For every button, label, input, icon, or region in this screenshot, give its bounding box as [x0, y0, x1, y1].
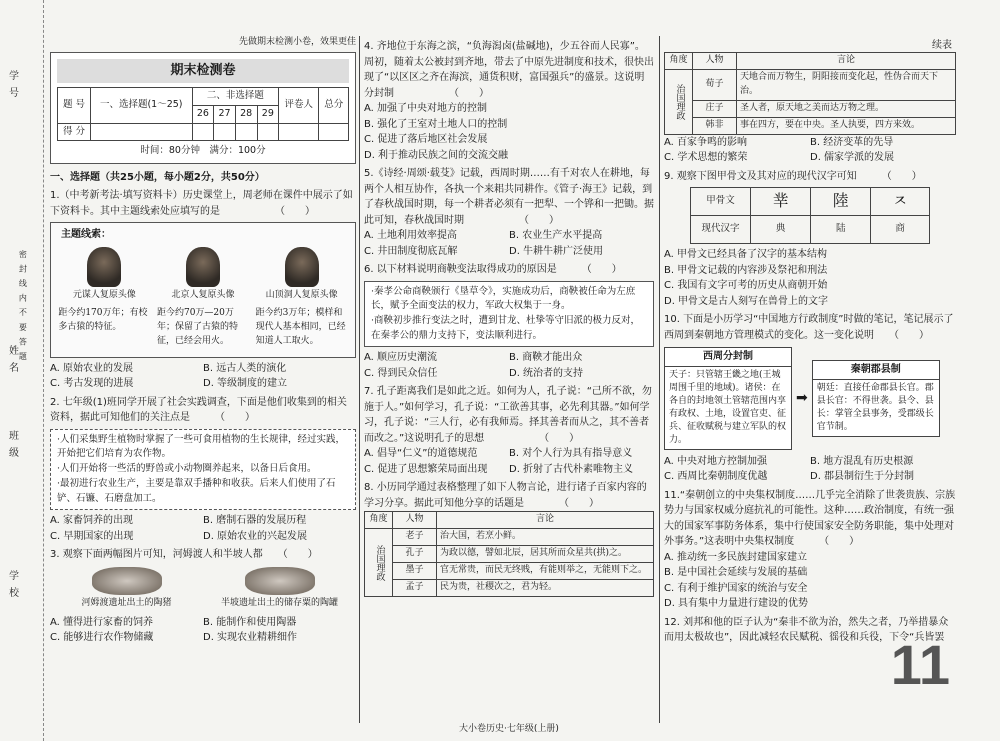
column-middle: [364, 36, 654, 727]
option-b[interactable]: B. 是中国社会延续与发展的基础: [664, 567, 808, 579]
table-quote: 为政以德，譬如北辰，居其所而众星共(拱)之。: [437, 546, 654, 563]
question-text: 7. 孔子距离我们是如此之近。如何为人，孔子说：“己所不欲，勿施于人。”如何学习，孔子说：“工欲善其事，必先利其器。”如何学习，孔子说：“三人行，必有我师焉。择其善者而从之，其不善者而改之。”这说明孔子的思想 （ ）: [364, 386, 652, 444]
option-a[interactable]: A. 百家争鸣的影响: [664, 136, 748, 148]
column-divider: [659, 36, 660, 723]
question-text: 3. 观察下面两幅图片可知，河姆渡人和半坡人都 （ ）: [50, 549, 318, 561]
question-text: 1.（中考新考法·填写资料卡）历史课堂上，周老师在课件中展示了如下资料卡。其中主题线索处应填写的是 （ ）: [50, 190, 353, 217]
option-c[interactable]: C. 有利于维护国家的统治与安全: [664, 582, 808, 594]
skull-image: [186, 247, 220, 287]
table-person: 孟子: [393, 580, 437, 597]
option-d[interactable]: D. 折射了古代朴素唯物主义: [509, 463, 634, 475]
page-number: 11: [890, 633, 950, 697]
option-c[interactable]: C. 促进了落后地区社会发展: [364, 134, 488, 145]
option-a[interactable]: A. 顺应历史潮流: [364, 352, 438, 364]
data-card: [50, 222, 356, 357]
column-left: [50, 36, 356, 727]
option-a[interactable]: A. 懂得进行家畜的饲养: [50, 616, 154, 628]
option-d[interactable]: D. 儒家学派的发展: [810, 152, 895, 164]
head-shandingdong: [258, 247, 346, 303]
option-c[interactable]: C. 早期国家的出现: [50, 530, 134, 542]
question-text: 6. 以下材料说明商鞅变法取得成功的原因是 （ ）: [364, 264, 622, 275]
question-11: [664, 488, 956, 612]
score-label-qnum: 题 号: [58, 88, 91, 123]
column-divider: [359, 36, 360, 723]
note-line: ·秦孝公命商鞅颁行《垦草令》，实施成功后，商鞅被任命为左庶长，赋予全面变法的权力，军政大权集于一身。: [371, 285, 636, 312]
option-d[interactable]: D. 牛耕牛耕广泛使用: [509, 245, 604, 257]
pottery-caption: 半坡遗址出土的储存粟的陶罐: [220, 597, 338, 608]
question-8: [364, 480, 654, 597]
question-5: [364, 166, 654, 259]
score-cell[interactable]: [257, 123, 279, 141]
skull-image: [285, 247, 319, 287]
options: [364, 228, 654, 259]
head-desc: 距今约170万年；有校多古猿的特征。: [58, 307, 148, 332]
options: [364, 350, 654, 381]
box-title: 西周分封制: [665, 348, 791, 367]
question-7: [364, 384, 654, 477]
option-c[interactable]: C. 学术思想的繁荣: [664, 152, 748, 164]
note-line: ·商鞅初步推行变法之时，遭到甘龙、杜挚等守旧派的极力反对，在秦孝公的鼎力支持下，变法顺利进行。: [371, 314, 641, 341]
table-person: 荀子: [693, 69, 737, 100]
oracle-glyph: 陸: [811, 188, 871, 216]
continued-label: 续表: [932, 40, 952, 51]
option-c[interactable]: C. 西周比秦朝制度优越: [664, 471, 768, 483]
score-header: [50, 52, 356, 164]
option-b[interactable]: B. 甲骨文记载的内容涉及祭祀和刑法: [664, 264, 828, 276]
option-a[interactable]: A. 甲骨文已经具备了汉字的基本结构: [664, 249, 828, 261]
oracle-table: [690, 187, 930, 244]
score-cell[interactable]: [192, 123, 214, 141]
pottery-caption: 河姆渡遗址出土的陶猪: [81, 597, 172, 608]
option-d[interactable]: D. 具有集中力量进行建设的优势: [664, 598, 809, 610]
question-text: 2. 七年级(1)班同学开展了社会实践调查，下面是他们收集到的相关资料，据此可知他们的关注点是 （ ）: [50, 396, 347, 424]
question-6: [364, 262, 654, 381]
oracle-row-label: 甲骨文: [691, 188, 751, 216]
question-9: [664, 169, 956, 310]
label-seal: 密 封 线 内 不 要 答 题: [18, 250, 28, 362]
option-c[interactable]: C. 促进了思想繁荣局面出现: [364, 463, 488, 475]
option-b[interactable]: B. 磨制石器的发展历程: [203, 515, 307, 527]
note-line: ·最初进行农业生产，主要是靠双手播种和收获。后来人们使用了石铲、石镰、石磨盘加工。: [57, 477, 336, 504]
box-body: 朝廷：直接任命郡县长官。郡县长官：不得世袭。县令、县长：掌管全县事务，受郡级长官节制。: [816, 382, 934, 432]
option-a[interactable]: A. 倡导“仁义”的道德规范: [364, 448, 478, 460]
options: [50, 513, 356, 544]
card-title: 主题线索：: [61, 229, 111, 241]
option-b[interactable]: B. 强化了王室对土地人口的控制: [364, 118, 508, 130]
option-b[interactable]: B. 经济变革的先导: [810, 136, 894, 148]
modern-char: 商: [871, 216, 930, 244]
option-a[interactable]: A. 土地利用效率提高: [364, 230, 458, 241]
head-caption: 北京人复原头像: [171, 289, 235, 300]
option-b[interactable]: B. 地方混乱有历史根源: [810, 455, 914, 467]
table-header: 言论: [437, 512, 654, 529]
arrow-right-icon: ➡: [796, 389, 808, 406]
table-header: 角度: [665, 53, 693, 70]
thinker-table: [364, 511, 654, 597]
score-num: 26: [192, 105, 214, 123]
skull-image: [87, 247, 121, 287]
table-person: 老子: [393, 529, 437, 546]
table-quote: 官无常贵，而民无终贱，有能则举之，无能则下之。: [437, 563, 654, 580]
score-label-sec2: 二、非选择题: [192, 88, 279, 106]
table-person: 韩非: [693, 117, 737, 134]
table-quote: 民为贵，社稷次之，君为轻。: [437, 580, 654, 597]
modern-char: 陆: [811, 216, 871, 244]
box-title: 秦朝郡县制: [813, 361, 939, 380]
question-text: 12. 刘邦和他的臣子认为“秦非不欲为治，然失之者，乃举措暴众而用太极故也”，因此减轻农民赋税、徭役和兵役，下令“兵皆罢: [664, 616, 949, 644]
oracle-glyph: 丵: [751, 188, 811, 216]
options: [50, 615, 356, 646]
option-d[interactable]: D. 利于推动民族之间的交流交融: [364, 149, 509, 161]
option-c[interactable]: C. 考古发现的进展: [50, 378, 134, 390]
options: [664, 135, 956, 166]
option-d[interactable]: D. 原始农业的兴起发展: [203, 530, 308, 542]
note-line: ·人们采集野生植物时掌握了一些可食用植物的生长规律，经过实践，开始把它们培育为农作物。: [57, 433, 346, 460]
exam-title: 期末检测卷: [57, 59, 349, 83]
option-b[interactable]: B. 农业生产水平提高: [509, 230, 603, 241]
score-cell[interactable]: [214, 123, 236, 141]
table-quote: 治大国，若烹小鲜。: [437, 529, 654, 546]
question-text: 5.《诗经·周颂·载芟》记载，西周时期……有千对农人在耕地，每两个人相互协作，各执一个来耜共同耕作。《管子·海王》记载，到了春秋战国时期，每一个耕者必须有一把犁、一个铧和一把锄。据此可知，春秋战国时期 （ ）: [364, 168, 654, 226]
question-text: 4. 齐地位于东海之滨，“负海潟卤(盐碱地)，少五谷而人民寡”。周初，随着太公被封到齐地，带去了中原先进制度和技术，很快出现了“以区区之齐在海滨，通货积财，富国强兵”的盛景。这说明分封制 （ ）: [364, 41, 654, 99]
head-desc: 距今约70万—20万年；保留了古猿的特征，已经会用火。: [156, 307, 238, 346]
score-num: 27: [214, 105, 236, 123]
question-2: [50, 395, 356, 545]
option-c[interactable]: C. 井田制度彻底瓦解: [364, 245, 458, 257]
head-caption: 元谋人复原头像: [72, 289, 136, 300]
question-4: [364, 39, 654, 163]
thinker-table-cont: [664, 52, 956, 135]
option-d[interactable]: D. 统治者的支持: [509, 367, 584, 379]
table-quote: 事在四方，要在中央。圣人执要，四方来效。: [737, 117, 956, 134]
options: [664, 454, 956, 485]
section-heading: 一、选择题（共25小题，每小题2分，共50分）: [50, 171, 265, 183]
table-person: 孔子: [393, 546, 437, 563]
option-d[interactable]: D. 甲骨文是古人刻写在兽骨上的文字: [664, 295, 829, 307]
head-desc: 距今约3万年；模样和现代人基本相同，已经知道人工取火。: [255, 307, 346, 346]
table-person: 墨子: [393, 563, 437, 580]
score-num: 28: [235, 105, 257, 123]
notes-flow: [664, 347, 956, 450]
option-c[interactable]: C. 得到民众信任: [364, 367, 438, 379]
option-a[interactable]: A. 中央对地方控制加强: [664, 455, 768, 467]
option-a[interactable]: A. 推动统一多民族封建国家建立: [664, 551, 808, 563]
pottery-image: [92, 567, 162, 595]
table-header: 角度: [365, 512, 393, 529]
score-label-grader: 评卷人: [279, 88, 319, 123]
box-junxian: [812, 360, 940, 437]
box-body: 天子：只管辖王畿之地(王城周围千里的地域)。诸侯：在各自的封地领土管辖范围内享有政权、土地，设置官吏、征兵、征收赋税与建立军队的权力。: [669, 369, 787, 445]
table-header: 人物: [693, 53, 737, 70]
label-name: 姓 名: [6, 345, 18, 375]
options: [364, 446, 654, 477]
handwritten-notes: [50, 429, 356, 511]
option-d[interactable]: D. 郡县制衍生于分封制: [810, 471, 915, 483]
score-cell[interactable]: [90, 123, 192, 141]
score-cell[interactable]: [235, 123, 257, 141]
option-b[interactable]: B. 远古人类的演化: [203, 362, 287, 374]
modern-char: 典: [751, 216, 811, 244]
table-person: 庄子: [693, 100, 737, 117]
table-header: 言论: [737, 53, 956, 70]
option-b[interactable]: B. 能制作和使用陶器: [203, 616, 297, 628]
option-a[interactable]: A. 家畜饲养的出现: [50, 515, 134, 527]
table-header: 人物: [393, 512, 437, 529]
question-text: 10. 下面是小历学习“中国地方行政制度”时做的笔记，笔记展示了西周到秦朝地方管理模式的变化。这一变化说明 （ ）: [664, 314, 954, 341]
option-c[interactable]: C. 我国有文字可考的历史从商朝开始: [664, 280, 828, 292]
question-text: 8. 小历同学通过表格整理了如下人物言论，进行诸子百家内容的学习分享。据此可知他分享的话题是 （ ）: [364, 482, 647, 509]
pottery-jar: [211, 567, 349, 611]
options: [50, 361, 356, 392]
exam-time: 时间：80分钟 满分：100分: [140, 145, 266, 157]
label-school: 学 校: [6, 570, 18, 600]
question-text: 9. 观察下图甲骨文及其对应的现代汉字可知 （ ）: [664, 170, 922, 182]
oracle-glyph: ㅈ: [871, 188, 930, 216]
handwritten-notes: [364, 281, 654, 348]
question-3: [50, 547, 356, 645]
option-b[interactable]: B. 对个人行为具有指导意义: [509, 448, 633, 460]
note-line: ·人们开始将一些活的野兽或小动物圈养起来，以备日后食用。: [57, 463, 317, 475]
option-d[interactable]: D. 等级制度的建立: [203, 378, 288, 390]
option-d[interactable]: D. 实现农业精耕细作: [203, 632, 298, 644]
option-c[interactable]: C. 能够进行农作物储藏: [50, 632, 154, 644]
header-tip: 先做期末检测小卷，效果更佳: [238, 37, 356, 47]
question-text: 11.“秦朝创立的中央集权制度……几乎完全消除了世袭贵族、宗族势力与国家权威分庭抗礼的可能性。这种……政治制度，有统一强大的国家军事防务体系，集中行使国家安全防务职能，集中处理对外事务。”这表明中央集权制度 （ ）: [664, 489, 956, 548]
question-1: [50, 188, 356, 391]
head-beijing: [159, 247, 247, 303]
table-category: 治国理政: [365, 529, 393, 597]
score-cell[interactable]: [279, 123, 319, 141]
option-a[interactable]: A. 加强了中央对地方的控制: [364, 103, 488, 114]
page-footer: 大小卷历史·七年级(上册): [459, 724, 559, 735]
table-quote: 天地合而万物生，阴阳接而变化起，性伪合而天下治。: [737, 69, 956, 100]
score-num: 29: [257, 105, 279, 123]
head-yuanmou: [60, 247, 148, 303]
binding-strip: [0, 0, 44, 741]
pottery-image: [245, 567, 315, 595]
table-quote: 圣人者，原天地之美而达万物之理。: [737, 100, 956, 117]
table-category: 治国理政: [665, 69, 693, 134]
label-class: 班 级: [6, 430, 18, 460]
score-table: [57, 87, 349, 141]
label-student-no: 学 号: [6, 70, 18, 100]
option-a[interactable]: A. 原始农业的发展: [50, 362, 134, 374]
modern-row-label: 现代汉字: [691, 216, 751, 244]
question-10: [664, 312, 956, 485]
option-b[interactable]: B. 商鞅才能出众: [509, 352, 583, 364]
score-cell[interactable]: [319, 123, 349, 141]
score-label-total: 总分: [319, 88, 349, 123]
pottery-pig: [58, 567, 196, 611]
box-fenfeng: [664, 347, 792, 450]
score-label-sec1: 一、选择题(1～25): [90, 88, 192, 123]
head-caption: 山顶洞人复原头像: [265, 289, 338, 300]
score-label-score: 得 分: [58, 123, 91, 141]
